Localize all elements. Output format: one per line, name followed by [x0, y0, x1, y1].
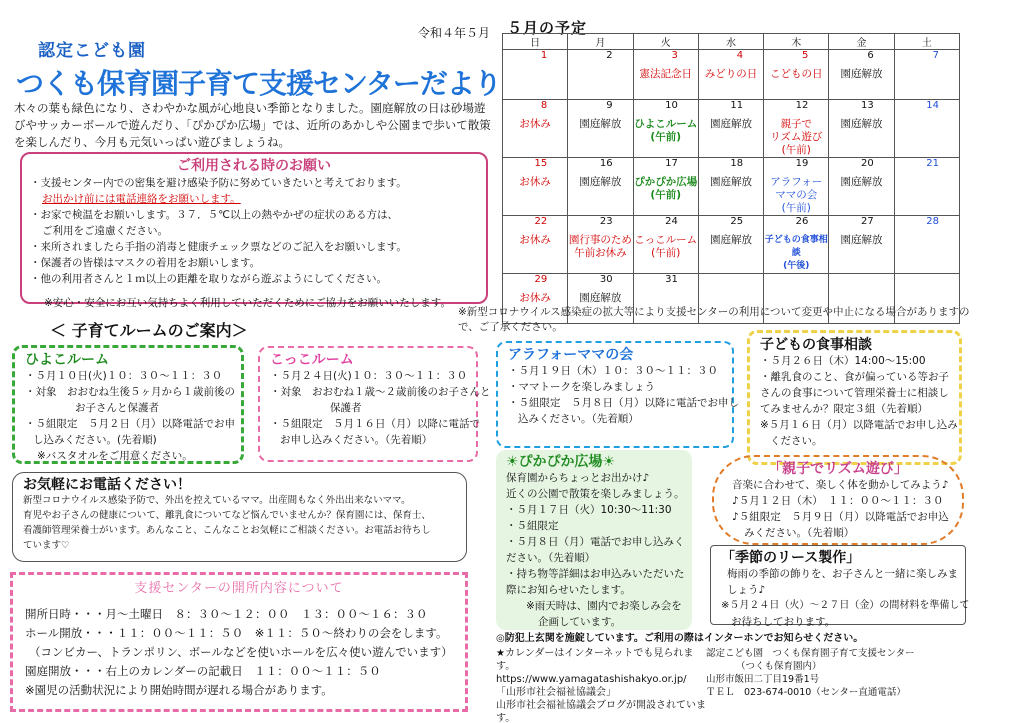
pika-line: 近くの公園で散策を楽しみましょう。 — [506, 488, 685, 500]
calendar-date-number: 26 — [795, 216, 809, 227]
calendar-week — [503, 50, 960, 100]
cal-header-mon: 月 — [568, 34, 633, 50]
calendar-event: ママの会 — [775, 189, 818, 201]
calendar-date-number: 20 — [860, 158, 874, 169]
calendar-date-number: 31 — [665, 274, 678, 285]
calendar-event: 園庭解放 — [840, 234, 883, 246]
calendar-event: 園庭解放 — [840, 68, 883, 80]
call-us-title: お気軽にお電話ください！ — [23, 477, 191, 493]
pika-line: 保育園からちょっとお出かけ♪ — [506, 472, 650, 484]
notice-line: ・来所されましたら手指の消毒と健康チェック票などのご記入をお願いします。 — [30, 241, 407, 253]
calendar-date-number: 10 — [665, 100, 678, 111]
pika-line: ※雨天時は、園内でお楽しみ会を — [526, 600, 682, 612]
intro-text: 木々の葉も緑色になり、さわやかな風が心地良い季節となりました。園庭解放の日は砂場遊びやサッカーボールで遊んだり、「ぴかぴか広場」では、近所のあかしや公園まで歩いて散策を楽しんだり、今月も元気いっぱい遊びましょうね。 — [14, 101, 491, 149]
calendar-day — [764, 216, 829, 274]
usage-request-title: ご利用される時のお願い — [177, 158, 331, 174]
hiyoko-line: ・５月１０日(火)１０：３０～１１：３０ — [25, 370, 223, 382]
cal-header-sun: 日 — [503, 34, 568, 50]
calendar-event: 園庭解放 — [579, 176, 622, 188]
calendar-day — [894, 158, 959, 216]
notice-line: ・お家で検温をお願いします。３７．５℃以上の熱やかぜの症状のある方は、 — [30, 209, 398, 221]
ara-line: ・５月１９日（木）１０：３０～１１：３０ — [508, 365, 718, 377]
shoku-line: さんの食事について管理栄養士に相談し — [760, 387, 949, 399]
calendar-week — [503, 100, 960, 158]
shoku-line: ・５月２６日（木）14:00～15:00 — [760, 355, 926, 367]
denwa-line: 新型コロナウイルス感染予防で、外出を控えているママ。出産間もなく外出出来ないママ。 — [23, 495, 411, 506]
pika-line: ・５月１７日（火）10:30～11:30 — [506, 504, 672, 516]
lease-line: しょう♪ — [727, 584, 766, 596]
opening-info-title: 支援センターの開所内容について — [134, 581, 344, 596]
calendar-day — [829, 158, 894, 216]
opening-info-box — [10, 572, 468, 712]
kokko-line: 保護者 — [330, 402, 362, 414]
arafo-mama-title: アラフォーママの会 — [508, 347, 634, 363]
shoku-line: てみませんか？限定３組（先着順） — [760, 403, 928, 415]
calendar-event: 園行事のため — [568, 234, 632, 246]
calendar-date-number: 15 — [534, 158, 548, 169]
usage-request-box — [20, 152, 488, 309]
calendar-event: お休み — [519, 234, 551, 246]
calendar-date-number: 5 — [802, 50, 809, 61]
calendar-event: こどもの日 — [770, 68, 823, 80]
calendar-day — [829, 50, 894, 100]
calendar-day — [568, 216, 633, 274]
calendar-event: 園庭解放 — [709, 118, 752, 130]
calendar-event: リズム遊び — [770, 131, 823, 143]
covid-notice: ※新型コロナウイルス感染症の拡大等により支援センターの利用について変更や中止になる場合がありますので、ご了承ください。 — [458, 306, 970, 333]
calendar-event: 親子で — [780, 118, 813, 130]
calendar-day — [698, 50, 763, 100]
subtitle: 認定こども園 — [38, 41, 146, 61]
pikapika-box — [496, 450, 692, 630]
calendar-date-number: 29 — [534, 274, 548, 285]
calendar-day — [568, 158, 633, 216]
calendar-event: アラフォー — [770, 176, 823, 188]
calendar-event: 園庭解放 — [709, 176, 752, 188]
footer-url[interactable]: https://www.yamagatashishakyo.or.jp/ — [496, 674, 687, 685]
footer-line: ★カレンダーはインターネットでも見られます。 — [496, 648, 694, 672]
calendar-event: お休み — [519, 176, 551, 188]
pika-line: ださい。（先着順） — [506, 552, 596, 564]
calendar-event: 園庭解放 — [579, 118, 622, 130]
ara-line: 込みください。（先着順） — [518, 413, 639, 425]
rhythm-line: みください。（先着順） — [744, 527, 855, 539]
hiyoko-line: し込みください。(先着順) — [33, 434, 157, 446]
calendar-date-number: 3 — [671, 50, 678, 61]
calendar-event: 憲法記念日 — [639, 68, 692, 80]
calendar-day — [894, 216, 959, 274]
calendar-day — [764, 50, 829, 100]
hiyoko-line: お子さんと保護者 — [75, 402, 159, 414]
calendar-day — [503, 216, 568, 274]
calendar-day — [698, 216, 763, 274]
calendar-date-number: 4 — [736, 50, 744, 61]
denwa-line: 育児やお子さんの健康について、離乳食についてなど悩んでいませんか？保育園には、保育士、 — [23, 510, 431, 521]
calendar-event: 園庭解放 — [709, 234, 752, 246]
footer-contact-line: （つくも保育園内） — [736, 661, 822, 672]
calendar-day — [503, 50, 568, 100]
hiyoko-room-box — [12, 345, 244, 464]
food-consult-box — [747, 330, 962, 465]
notice-line: ご利用をご遠慮ください。 — [42, 225, 168, 237]
kaisho-line: 開所日時・・・月～土曜日 ８：３０～１２：００ １３：００～１６：３０ — [25, 607, 428, 621]
calendar-day — [568, 50, 633, 100]
shoku-line: ・離乳食のこと、食が偏っている等お子 — [760, 371, 949, 383]
calendar-date-number: 2 — [606, 50, 613, 61]
lease-line: お待ちしております。 — [731, 616, 836, 628]
calendar-event: お休み — [519, 292, 551, 304]
kaisho-line: ホール開放・・・１１：００～１１：５０ ※１１：５０～終わりの会をします。 — [25, 626, 448, 640]
notice-footer: ※安心・安全にお互い気持ちよく利用していただくためにご協力をお願いいたします。 — [44, 297, 451, 309]
calendar-event: (午前) — [650, 131, 681, 143]
shoku-line: ※５月１６日（月）以降電話でお申し込み — [760, 419, 958, 431]
rhythm-play-title: 「親子でリズム遊び」 — [768, 461, 908, 477]
hiyoko-line: ・５組限定 ５月２日（月）以降電話でお申 — [25, 418, 235, 430]
pika-line: 際にお知らせいたします。 — [506, 584, 631, 596]
calendar-date-number: 19 — [795, 158, 809, 169]
calendar-day — [633, 158, 698, 216]
calendar-event: (午前) — [781, 144, 811, 156]
kaisho-line: 園庭開放・・・右上のカレンダーの記載日 １１：００～１１：５０ — [25, 664, 381, 678]
calendar-day — [829, 100, 894, 158]
pikapika-title: ☀ぴかぴか広場☀ — [506, 454, 616, 470]
hiyoko-room-title: ひよこルーム — [25, 352, 109, 368]
notice-line: ・他の利用者さんと１ｍ以上の距離を取りながら遊ぶようにしてください。 — [30, 273, 387, 285]
calendar-day — [829, 216, 894, 274]
calendar-day — [698, 158, 763, 216]
newsletter-title: つくも保育園子育て支援センターだより — [16, 67, 501, 100]
calendar-date-number: 11 — [730, 100, 744, 111]
cal-header-fri: 金 — [829, 34, 894, 50]
calendar-date-number: 7 — [932, 50, 939, 61]
pika-line: ・５月８日（月）電話でお申し込みく — [506, 536, 685, 548]
calendar-date-number: 30 — [599, 274, 613, 285]
kokko-line: お申し込みください。（先着順） — [280, 434, 433, 446]
calendar-event: ぴかぴか広場 — [634, 176, 698, 188]
rhythm-line: ♪５月１２日（木） １１：００～１１：３０ — [732, 495, 944, 507]
calendar-date-number: 14 — [926, 100, 939, 111]
footer — [496, 632, 966, 723]
hiyoko-line: ※バスタオルをご用意ください。 — [37, 450, 193, 462]
calendar-event: ひよこルーム — [634, 118, 698, 130]
calendar-event: (午前) — [650, 189, 681, 201]
calendar-event: みどりの日 — [704, 68, 758, 80]
wreath-craft-title: 「季節のリース製作」 — [721, 550, 861, 566]
lease-line: 梅雨の季節の飾りを、お子さんと一緒に楽しみま — [727, 568, 958, 580]
calendar-event: 園庭解放 — [840, 176, 883, 188]
calendar-date-number: 18 — [730, 158, 744, 169]
calendar-date-number: 23 — [599, 216, 613, 227]
calendar-event: こっこルーム — [634, 234, 698, 246]
calendar-date-number: 16 — [599, 158, 613, 169]
calendar-event: 園庭解放 — [579, 292, 622, 304]
notice-line-red: お出かけ前には電話連絡をお願いします。 — [42, 193, 241, 205]
calendar-day — [894, 100, 959, 158]
calendar-event: 園庭解放 — [840, 118, 883, 130]
calendar-day — [503, 100, 568, 158]
denwa-line: ています♡ — [23, 540, 70, 551]
calendar-date-number: 8 — [540, 100, 548, 111]
rhythm-line: 音楽に合わせて、楽しく体を動かしてみよう♪ — [732, 479, 949, 491]
footer-contact-line: 山形市飯田二丁目19番1号 — [706, 674, 820, 685]
calendar-date-number: 13 — [860, 100, 874, 111]
calendar-event: (午前) — [651, 247, 681, 259]
denwa-line: 看護師管理栄養士がいます。あんなこと、こんなことお気軽にご相談ください。お電話お待ちし — [23, 525, 431, 536]
calendar-title: ５月の予定 — [507, 19, 588, 37]
lease-line: ※５月２４日（火）～２７日（金）の間材料を準備して — [721, 600, 970, 611]
footer-line: 山形市社会福祉協議会ブログが開設されています。 — [496, 700, 706, 723]
calendar-date-number: 17 — [665, 158, 678, 169]
calendar-date-number: 28 — [926, 216, 939, 227]
calendar-day — [764, 158, 829, 216]
footer-left — [496, 647, 706, 723]
calendar-date-number: 9 — [606, 100, 613, 111]
rhythm-play-box — [712, 455, 964, 545]
food-consult-title: 子どもの食事相談 — [760, 337, 872, 353]
footer-contact-line: ＴＥＬ 023-674-0010（センター直通電話） — [706, 687, 906, 698]
calendar-week — [503, 216, 960, 274]
ara-line: ・ママトークを楽しみましょう — [508, 381, 655, 393]
calendar-date-number: 12 — [795, 100, 809, 111]
kaisho-line: ※園児の活動状況により開始時間が遅れる場合があります。 — [25, 683, 333, 697]
pika-line: ・５組限定 — [506, 520, 559, 532]
pika-line: 企画しています。 — [538, 616, 622, 628]
footer-security-note: ◎防犯上玄関を施錠しています。ご利用の際はインターホンでお知らせください。 — [496, 633, 864, 644]
calendar-week — [503, 158, 960, 216]
calendar-date-number: 27 — [860, 216, 874, 227]
notice-line: ・保護者の皆様はマスクの着用をお願いします。 — [30, 257, 261, 269]
issue-date: 令和４年５月 — [418, 26, 491, 40]
hiyoko-line: ・対象 おおむね生後５ヶ月から１歳前後の — [25, 386, 235, 398]
kokko-room-title: こっこルーム — [270, 352, 354, 368]
calendar-day — [633, 50, 698, 100]
calendar-event: 子どもの食事相談 — [764, 235, 828, 258]
kokko-line: ・５組限定 ５月１６日（月）以降に電話で — [270, 418, 480, 430]
calendar-date-number: 25 — [730, 216, 744, 227]
call-us-box — [12, 472, 467, 562]
calendar-event: (午前) — [781, 202, 811, 214]
cal-header-thu: 木 — [764, 34, 829, 50]
footer-contact — [706, 647, 961, 699]
calendar-event: 午前お休み — [574, 247, 627, 259]
ara-line: ・５組限定 ５月８日（月）以降に電話でお申し — [508, 397, 739, 409]
cal-header-wed: 水 — [698, 34, 763, 50]
calendar-day — [764, 100, 829, 158]
calendar-event: (午後) — [783, 261, 810, 271]
calendar-day — [633, 216, 698, 274]
rhythm-line: ♪５組限定 ５月９日（月）以降電話でお申込 — [732, 511, 949, 523]
rooms-section-heading: ＜ 子育てルームのご案内＞ — [50, 321, 248, 340]
kokko-line: ・対象 おおむね１歳～２歳前後のお子さんと — [270, 386, 491, 398]
calendar-date-number: 24 — [665, 216, 678, 227]
calendar-day — [633, 100, 698, 158]
cal-header-sat: 土 — [894, 34, 959, 50]
kokko-room-box — [258, 346, 491, 462]
calendar-day — [503, 158, 568, 216]
footer-contact-line: 認定こども園 つくも保育園子育て支援センター — [706, 648, 915, 659]
calendar-date-number: 6 — [867, 50, 874, 61]
kaisho-line: （コンビカー、トランポリン、ボールなどを使いホールを広々使い遊んでいます） — [29, 645, 453, 659]
notice-line: ・支援センター内での密集を避け感染予防に努めていきたいと考えております。 — [30, 177, 407, 189]
calendar-date-number: 21 — [926, 158, 939, 169]
wreath-craft-box — [710, 545, 970, 628]
calendar-day — [894, 50, 959, 100]
calendar-event: お休み — [519, 118, 551, 130]
kokko-line: ・５月２４日(火)１０：３０～１１：３０ — [270, 370, 468, 382]
calendar-day — [698, 100, 763, 158]
cal-header-tue: 火 — [633, 34, 698, 50]
pika-line: ・持ち物等詳細はお申込みいただいた — [506, 568, 685, 580]
calendar-date-number: 22 — [534, 216, 548, 227]
may-calendar — [502, 33, 960, 324]
calendar-date-number: 1 — [540, 50, 548, 61]
footer-line: 「山形市社会福祉協議会」 — [496, 687, 616, 698]
arafo-mama-box — [496, 341, 739, 448]
calendar-day — [568, 100, 633, 158]
shoku-line: ください。 — [770, 435, 823, 447]
